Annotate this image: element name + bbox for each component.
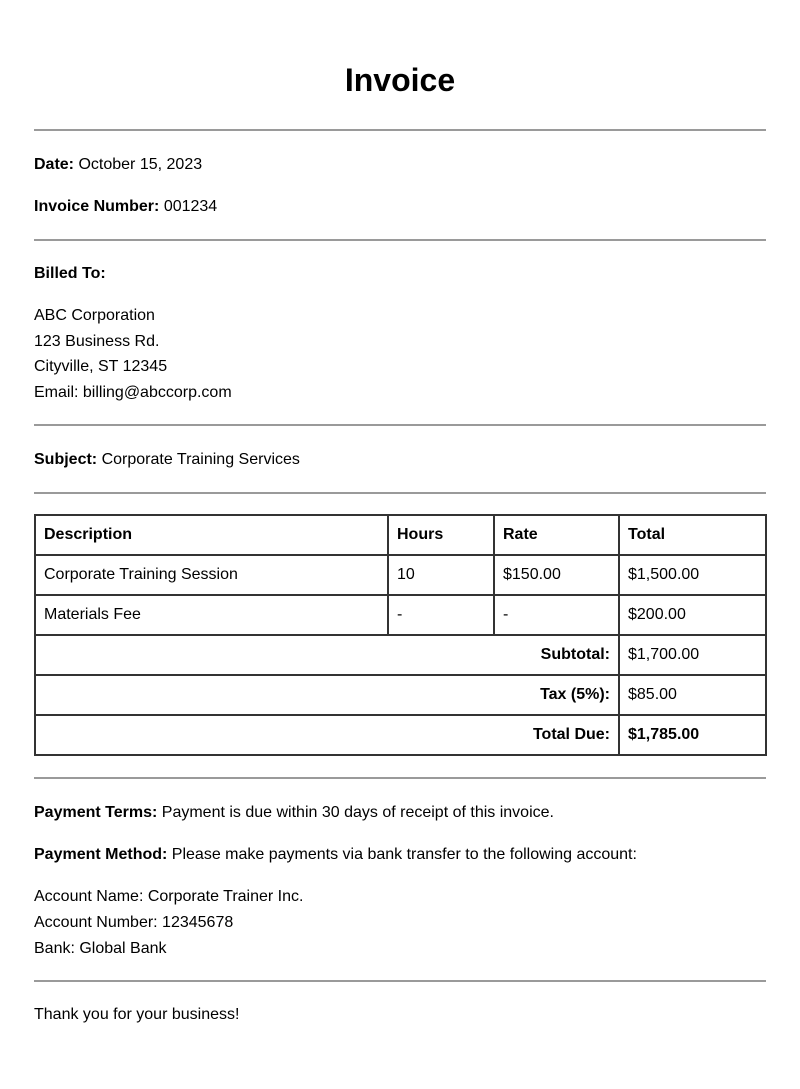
- cell-hours: 10: [388, 555, 494, 595]
- payment-method-line: [34, 845, 766, 865]
- header-hours: Hours: [388, 515, 494, 555]
- subtotal-label: Subtotal:: [35, 635, 619, 675]
- cell-total: $200.00: [619, 595, 766, 635]
- total-due-row: [35, 715, 766, 755]
- cell-description: Materials Fee: [35, 595, 388, 635]
- billed-to-line: 123 Business Rd.: [34, 332, 160, 350]
- subject-line: [34, 450, 766, 470]
- invoice-number-label: Invoice Number:: [34, 198, 160, 215]
- account-name: Account Name: Corporate Trainer Inc.: [34, 888, 304, 906]
- table-header-row: [35, 515, 766, 555]
- tax-value: $85.00: [619, 675, 766, 715]
- total-due-value: $1,785.00: [619, 715, 766, 755]
- account-number: Account Number: 12345678: [34, 913, 234, 931]
- invoice-number-line: [34, 197, 766, 217]
- date-value: October 15, 2023: [78, 156, 203, 173]
- payment-terms-label: Payment Terms:: [34, 804, 158, 822]
- billed-to-address: [34, 303, 766, 405]
- payment-terms-value: Payment is due within 30 days of receipt of this invoice.: [161, 804, 554, 822]
- date-line: [34, 155, 766, 175]
- account-bank: Bank: Global Bank: [34, 939, 167, 957]
- subtotal-row: [35, 635, 766, 675]
- invoice-items-table: [34, 514, 767, 756]
- header-description: Description: [35, 515, 388, 555]
- billed-to-label: Billed To:: [34, 265, 106, 282]
- payment-terms-line: [34, 803, 766, 823]
- thank-you-note: Thank you for your business!: [34, 1006, 240, 1024]
- tax-row: [35, 675, 766, 715]
- tax-label: Tax (5%):: [35, 675, 619, 715]
- billed-to-email: Email: billing@abccorp.com: [34, 383, 232, 401]
- header-total: Total: [619, 515, 766, 555]
- date-label: Date:: [34, 156, 75, 173]
- table-row: [35, 595, 766, 635]
- billed-to-line: Cityville, ST 12345: [34, 358, 168, 376]
- payment-method-label: Payment Method:: [34, 846, 168, 864]
- cell-rate: $150.00: [494, 555, 619, 595]
- billed-to-line: ABC Corporation: [34, 307, 155, 324]
- page-title: Invoice: [344, 62, 456, 98]
- header-rate: Rate: [494, 515, 619, 555]
- table-row: [35, 555, 766, 595]
- cell-rate: -: [494, 595, 619, 635]
- invoice-number-value: 001234: [163, 198, 218, 215]
- subject-label: Subject:: [34, 451, 98, 469]
- subject-value: Corporate Training Services: [101, 451, 300, 469]
- cell-total: $1,500.00: [619, 555, 766, 595]
- cell-description: Corporate Training Session: [35, 555, 388, 595]
- cell-hours: -: [388, 595, 494, 635]
- account-details: [34, 884, 766, 961]
- total-due-label: Total Due:: [35, 715, 619, 755]
- subtotal-value: $1,700.00: [619, 635, 766, 675]
- payment-method-value: Please make payments via bank transfer to the following account:: [171, 846, 637, 864]
